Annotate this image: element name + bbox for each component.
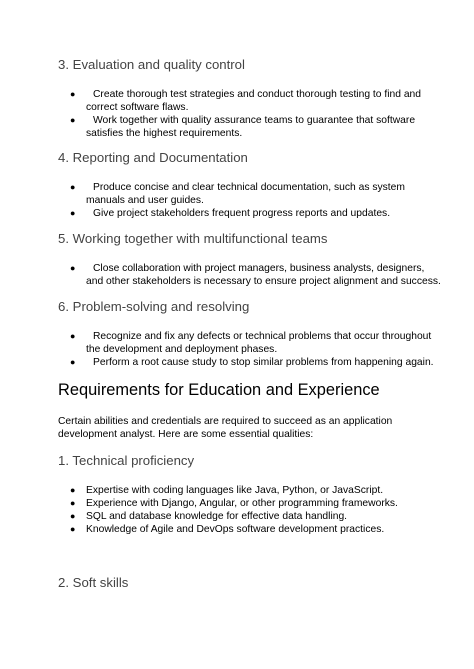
list-evaluation <box>0 88 422 140</box>
list-item-line: Close collaboration with project managers, business analysts, designers, <box>93 263 425 274</box>
heading-working-together: 5. Working together with multifunctional teams <box>58 231 328 246</box>
list-item <box>0 497 416 510</box>
paragraph-line: development analyst. Here are some essential qualities: <box>58 429 314 440</box>
list-item-line: Recognize and fix any defects or technical problems that occur throughout <box>93 331 432 342</box>
list-item-line: Knowledge of Agile and DevOps software development practices. <box>86 524 385 535</box>
list-item <box>0 330 432 356</box>
bullet-icon: ● <box>70 182 76 192</box>
requirements-intro <box>58 415 428 441</box>
list-item <box>0 510 416 523</box>
list-item-line: correct software flaws. <box>86 102 189 113</box>
list-item-line: Expertise with coding languages like Java, Python, or JavaScript. <box>86 485 384 496</box>
list-item <box>0 523 416 536</box>
list-technical <box>0 484 416 536</box>
list-item-line: Give project stakeholders frequent progress reports and updates. <box>93 208 391 219</box>
bullet-icon: ● <box>70 263 76 273</box>
list-item-line: and other stakeholders is necessary to ensure project alignment and success. <box>86 276 441 287</box>
list-item-line: manuals and user guides. <box>86 195 204 206</box>
list-item-line: Create thorough test strategies and conduct thorough testing to find and <box>93 89 422 100</box>
heading-requirements: Requirements for Education and Experience <box>58 381 380 399</box>
list-item-line: Produce concise and clear technical documentation, such as system <box>93 182 405 193</box>
bullet-icon: ● <box>70 331 76 341</box>
bullet-icon: ● <box>70 208 76 218</box>
bullet-icon: ● <box>70 89 76 99</box>
list-item-line: Work together with quality assurance teams to guarantee that software <box>93 115 416 126</box>
list-problem-solving <box>0 330 434 369</box>
bullet-icon: ● <box>70 498 76 508</box>
list-item <box>0 181 416 207</box>
bullet-icon: ● <box>70 485 76 495</box>
list-reporting <box>0 181 416 220</box>
heading-soft-skills: 2. Soft skills <box>58 575 129 590</box>
list-item <box>0 356 434 369</box>
list-item-line: SQL and database knowledge for effective data handling. <box>86 511 348 522</box>
list-item <box>0 114 416 140</box>
list-item-line: the development and deployment phases. <box>86 344 278 355</box>
bullet-icon: ● <box>70 115 76 125</box>
paragraph-line: Certain abilities and credentials are required to succeed as an application <box>58 416 393 427</box>
list-item <box>0 262 441 288</box>
list-item <box>0 484 416 497</box>
list-item-line: satisfies the highest requirements. <box>86 128 243 139</box>
list-item <box>0 88 422 114</box>
bullet-icon: ● <box>70 511 76 521</box>
bullet-icon: ● <box>70 524 76 534</box>
list-working-together <box>0 262 441 288</box>
list-item <box>0 207 416 220</box>
bullet-icon: ● <box>70 357 76 367</box>
list-item-line: Perform a root cause study to stop similar problems from happening again. <box>93 357 434 368</box>
list-item-line: Experience with Django, Angular, or other programming frameworks. <box>86 498 398 509</box>
heading-technical-proficiency: 1. Technical proficiency <box>58 453 195 468</box>
heading-problem-solving: 6. Problem-solving and resolving <box>58 299 250 314</box>
heading-evaluation-quality-control: 3. Evaluation and quality control <box>58 57 245 72</box>
heading-reporting-documentation: 4. Reporting and Documentation <box>58 150 248 165</box>
